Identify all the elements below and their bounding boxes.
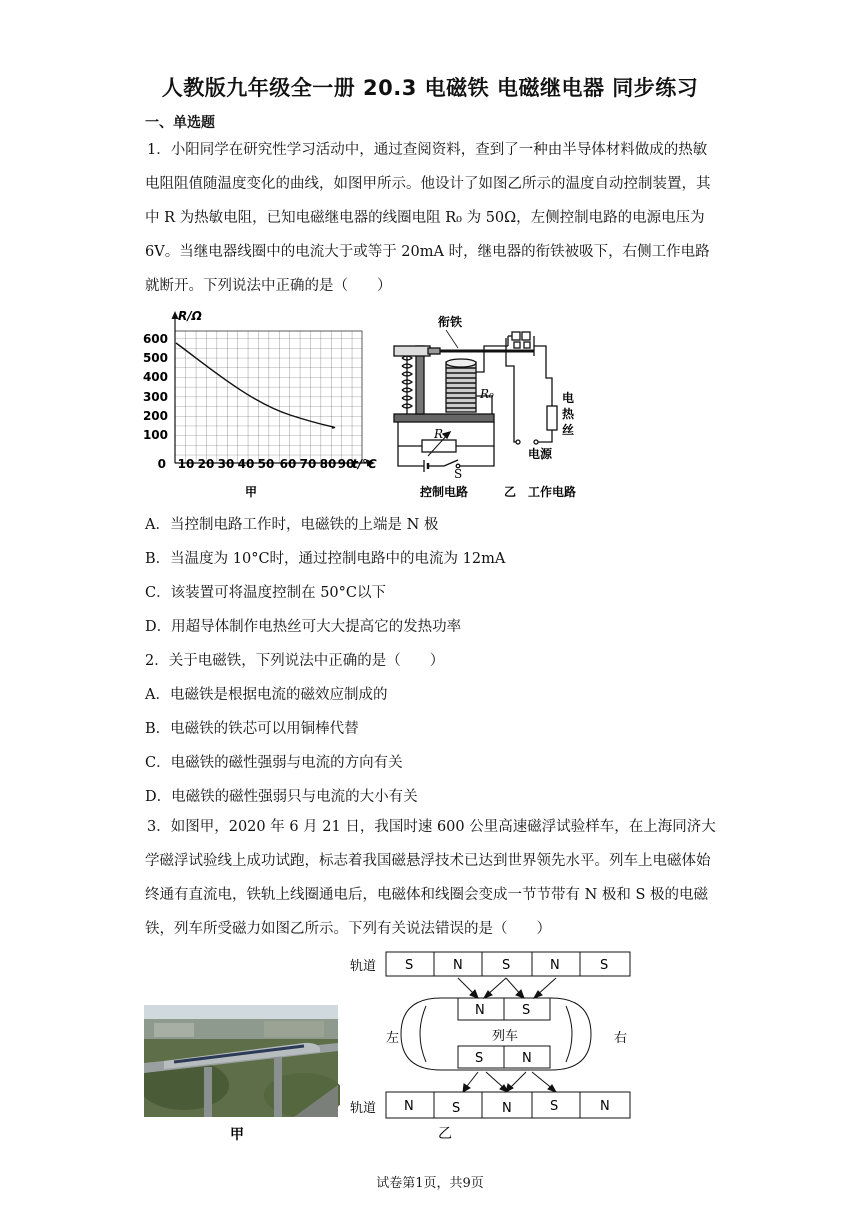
graph-x-tick: 10 xyxy=(177,457,195,471)
graph-y-tick: 100 xyxy=(142,428,168,442)
top-track-pole: N xyxy=(550,958,560,973)
heater-label: 热 xyxy=(562,407,575,421)
graph-y-tick: 200 xyxy=(142,409,168,423)
train-top-pole: N xyxy=(475,1003,485,1018)
diagram-caption: 乙 xyxy=(438,1126,452,1142)
graph-x-tick: 50 xyxy=(257,457,275,471)
photo-caption: 甲 xyxy=(230,1127,244,1143)
q1-option-c: C．该装置可将温度控制在 50°C以下 xyxy=(145,585,386,601)
switch-label: S xyxy=(454,467,463,481)
top-track-pole: S xyxy=(600,958,609,973)
train-label: 列车 xyxy=(492,1029,519,1044)
q1-option-b: B．当温度为 10°C时，通过控制电路中的电流为 12mA xyxy=(145,551,506,567)
maglev-train-photo xyxy=(144,1005,340,1145)
graph-y-tick: 600 xyxy=(142,332,168,346)
graph-y-tick: 500 xyxy=(142,351,168,365)
right-label: 右 xyxy=(614,1031,628,1046)
q2-option-c: C．电磁铁的磁性强弱与电流的方向有关 xyxy=(145,755,403,771)
question-3-stem: 3．如图甲，2020 年 6 月 21 日，我国时速 600 公里高速磁浮试验样车，在上海同济大学磁浮试验线上成功试跑，标志着我国磁悬浮技术已达到世界领先水平。列车上电磁体始终通有直流电，铁轨上线圈通电后，电磁体和线圈会变成一节节带有 N 极和 S 极的电磁铁，列车所受磁力如图乙所示。下列有关说法错误的是（ ） xyxy=(145,819,716,937)
q2-option-d: D．电磁铁的磁性强弱只与电流的大小有关 xyxy=(145,789,418,805)
graph-x-tick: 80 xyxy=(319,457,337,471)
r0-label: R₀ xyxy=(480,387,494,401)
page-title: 人教版九年级全一册 20.3 电磁铁 电磁继电器 同步练习 xyxy=(161,76,699,100)
top-track-label: 轨道 xyxy=(350,959,377,974)
bottom-track-pole: N xyxy=(404,1099,414,1114)
bottom-track-pole: S xyxy=(550,1099,559,1114)
bottom-track-pole: N xyxy=(502,1101,512,1116)
top-track-pole: N xyxy=(453,958,463,973)
r-label: R xyxy=(434,427,444,441)
question-1-stem: 1．小阳同学在研究性学习活动中，通过查阅资料，查到了一种由半导体材料做成的热敏电阻阻值随温度变化的曲线，如图甲所示。他设计了如图乙所示的温度自动控制装置，其中 R 为热敏电阻，已知电磁继电器的线圈电阻 R₀ 为 50Ω，左侧控制电路的电源电压为 6V。当继电器线圈中的电流大于或等于 20mA 时，继电器的衔铁被吸下，右侧工作电路就断开。下列说法中正确的是（ ） xyxy=(145,142,711,294)
top-track-pole: S xyxy=(502,958,511,973)
q1-option-a: A．当控制电路工作时，电磁铁的上端是 N 极 xyxy=(145,517,439,533)
graph-x-tick: 90 xyxy=(337,457,355,471)
graph-x-tick: 30 xyxy=(217,457,235,471)
page-footer: 试卷第1页，共9页 xyxy=(376,1176,484,1191)
top-track xyxy=(386,952,630,976)
q2-option-a: A．电磁铁是根据电流的磁效应制成的 xyxy=(145,687,388,703)
question-2-stem: 2．关于电磁铁，下列说法中正确的是（ ） xyxy=(145,653,445,669)
graph-caption: 甲 xyxy=(245,485,258,499)
bottom-track-pole: N xyxy=(600,1099,610,1114)
armature-label: 衔铁 xyxy=(438,315,463,329)
control-circuit-label: 控制电路 xyxy=(420,485,469,499)
graph-x-tick: 70 xyxy=(299,457,317,471)
circuit-caption: 乙 xyxy=(504,485,517,499)
work-circuit-label: 工作电路 xyxy=(528,485,577,499)
section-heading: 一、单选题 xyxy=(145,115,215,131)
q2-option-b: B．电磁铁的铁芯可以用铜棒代替 xyxy=(145,721,359,737)
power-source-label: 电源 xyxy=(528,447,553,461)
train-top-pole: S xyxy=(522,1003,531,1018)
q1-option-d: D．用超导体制作电热丝可大大提高它的发热功率 xyxy=(145,619,462,635)
heater-label: 丝 xyxy=(562,423,575,437)
maglev-force-diagram xyxy=(346,946,646,1146)
graph-y-tick: 300 xyxy=(142,390,168,404)
train-bottom-pole: S xyxy=(475,1051,484,1066)
bottom-track xyxy=(386,1092,630,1118)
graph-y-tick: 400 xyxy=(142,370,168,384)
graph-x-label: t/℃ xyxy=(352,457,377,471)
graph-origin: 0 xyxy=(157,457,166,471)
graph-x-tick: 60 xyxy=(279,457,297,471)
left-label: 左 xyxy=(386,1031,400,1046)
bottom-track-pole: S xyxy=(452,1101,461,1116)
bottom-track-label: 轨道 xyxy=(350,1101,377,1116)
heater-label: 电 xyxy=(562,391,575,405)
graph-x-tick: 20 xyxy=(197,457,215,471)
graph-x-tick: 40 xyxy=(237,457,255,471)
relay-circuit-diagram xyxy=(388,306,598,502)
graph-y-label: R/Ω xyxy=(178,309,202,323)
train-bottom-pole: N xyxy=(522,1051,532,1066)
top-track-pole: S xyxy=(405,958,414,973)
thermistor-graph xyxy=(140,306,380,502)
